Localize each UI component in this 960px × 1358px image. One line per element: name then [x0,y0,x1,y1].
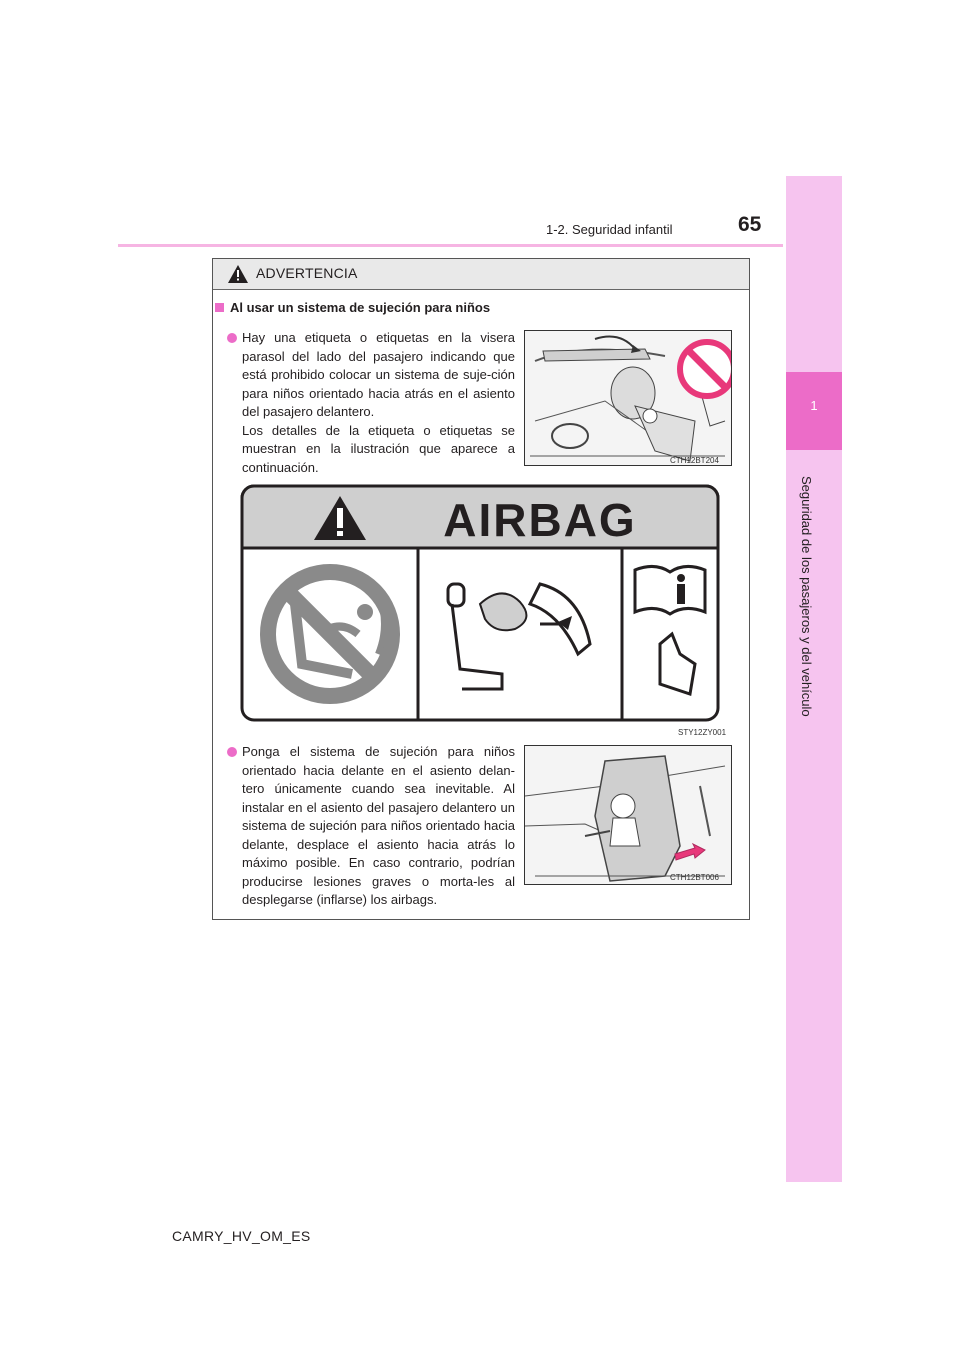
figure-code: CTH12BT204 [670,456,719,465]
item-paragraph: Los detalles de la etiqueta o etiquetas se muestran en la ilustración que aparece a continuación. [242,422,515,475]
page-number: 65 [738,213,762,236]
warning-title: ADVERTENCIA [256,265,358,281]
section-title: 1-2. Seguridad infantil [546,222,673,237]
airbag-label-text: AIRBAG [443,494,637,546]
warning-triangle-icon [227,264,249,284]
document-code: CAMRY_HV_OM_ES [172,1228,311,1244]
warning-header [213,259,749,290]
warning-item-1 [242,329,515,477]
forward-facing-seat-illustration [524,745,732,885]
chapter-title: Seguridad de los pasajeros y del vehículo [799,476,814,717]
figure-code: STY12ZY001 [678,728,727,737]
chapter-number: 1 [810,398,818,413]
item-paragraph: Hay una etiqueta o etiquetas en la visera parasol del lado del pasajero indicando que está prohibido colocar un sistema de suje-ción para niños orientado hacia atrás en el asiento del pasajero delantero. [242,330,515,419]
sun-visor-drawing [525,331,731,465]
square-bullet-icon [215,303,224,312]
forward-facing-seat-drawing [525,746,731,884]
figure-code: CTH12BT006 [670,873,719,882]
airbag-warning-label [240,484,720,722]
bullet-icon [227,333,237,343]
sun-visor-illustration [524,330,732,466]
warning-item-2 [242,743,515,910]
item-paragraph: Ponga el sistema de sujeción para niños orientado hacia delante en el asiento delan-tero únicamente cuando sea inevitable. Al instalar en el asiento del pasajero delantero un sistema de sujeción para niños orientado hacia delante, desplace el asiento hacia atrás lo máximo posible. En caso contrario, podrían producirse lesiones graves o morta-les al desplegarse (inflarse) los airbags. [242,744,515,907]
header-divider [118,244,783,247]
chapter-sidebar [786,176,842,1182]
warning-subheading: Al usar un sistema de sujeción para niños [215,300,490,315]
bullet-icon [227,747,237,757]
